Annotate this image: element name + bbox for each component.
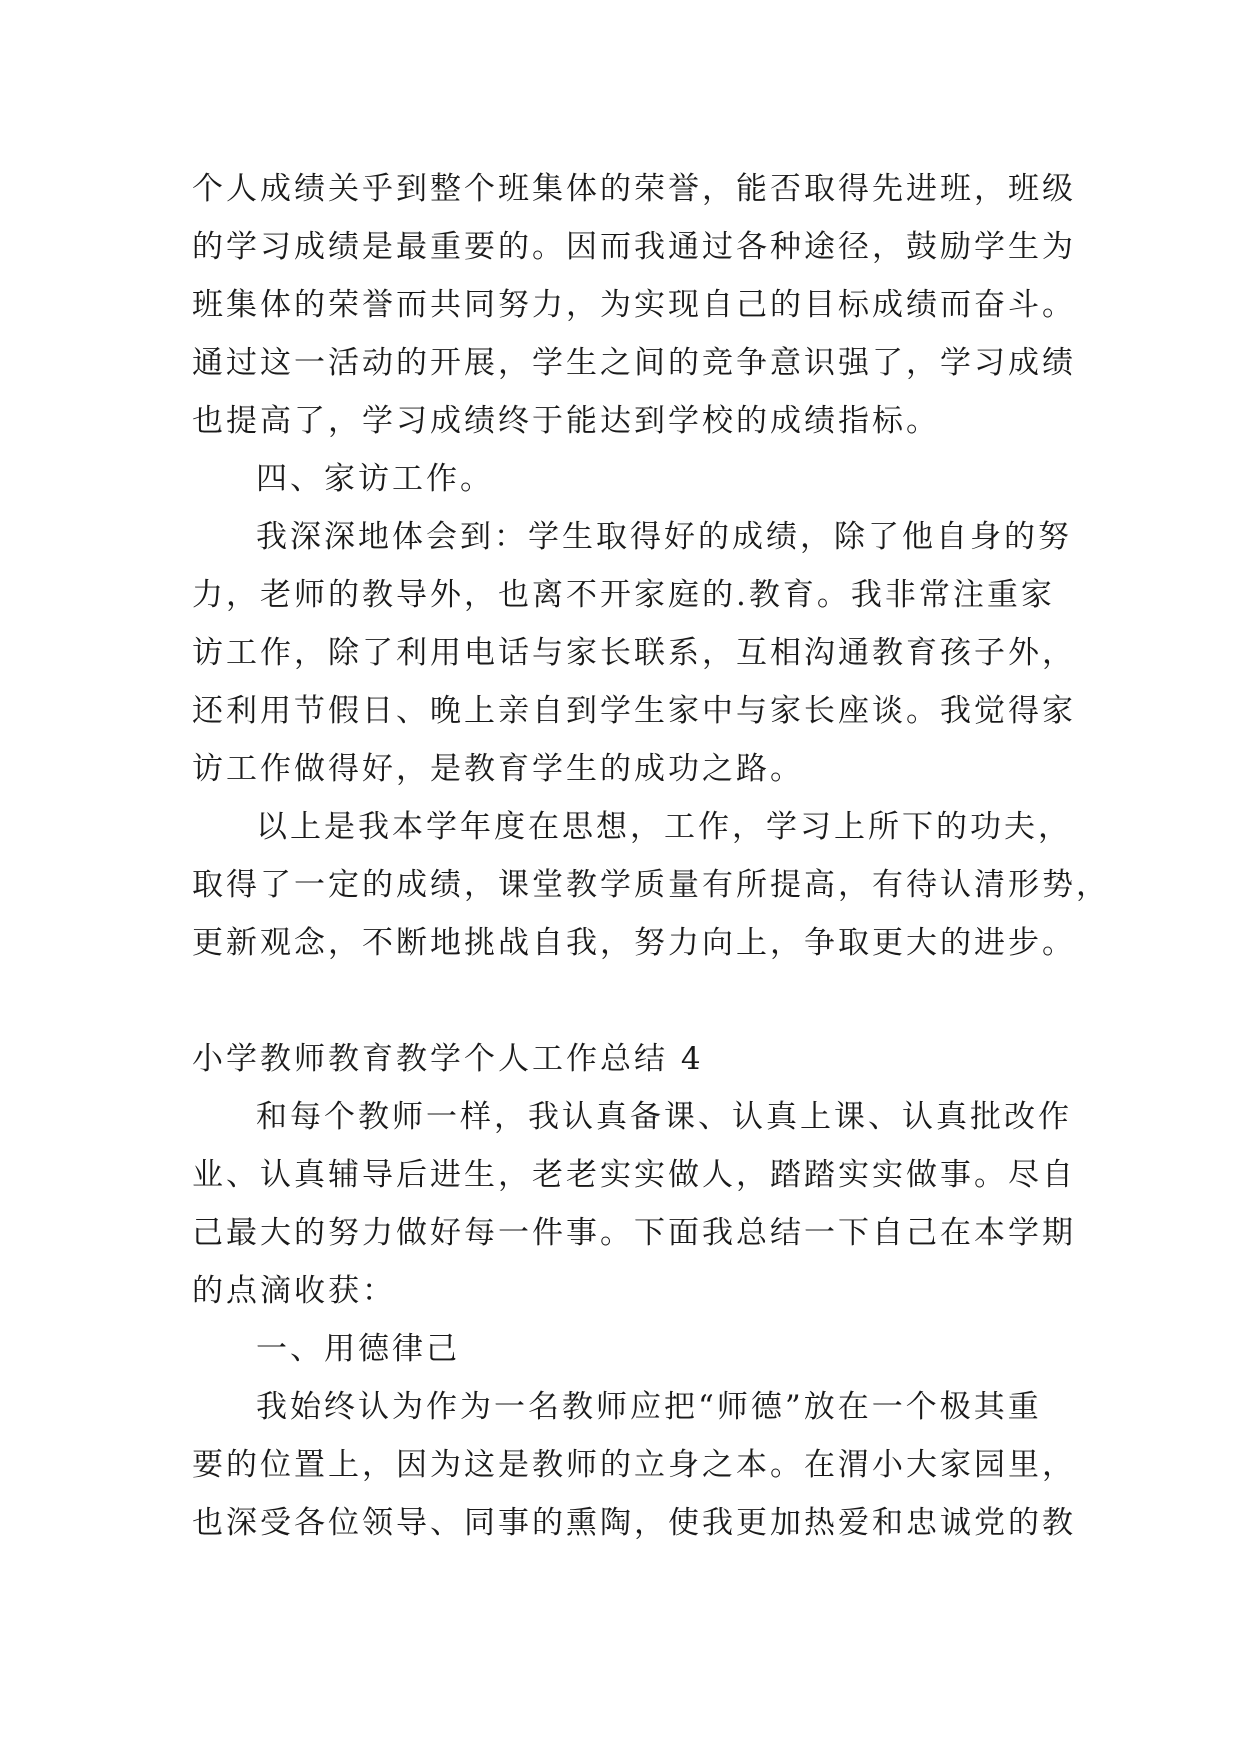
paragraph-line: 个人成绩关乎到整个班集体的荣誉，能否取得先进班，班级 — [192, 171, 1076, 207]
paragraph-line: 班集体的荣誉而共同努力，为实现自己的目标成绩而奋斗。 — [192, 287, 1076, 323]
paragraph-line: 更新观念，不断地挑战自我，努力向上，争取更大的进步。 — [192, 925, 1076, 961]
document-body — [192, 160, 1110, 1552]
paragraph-line: 以上是我本学年度在思想，工作，学习上所下的功夫， — [256, 809, 1072, 845]
paragraph-line: 我始终认为作为一名教师应把“师德”放在一个极其重 — [256, 1389, 1042, 1425]
paragraph-line: 取得了一定的成绩，课堂教学质量有所提高，有待认清形势， — [192, 867, 1110, 903]
paragraph-line: 也深受各位领导、同事的熏陶，使我更加热爱和忠诚党的教 — [192, 1505, 1076, 1541]
document-section-title: 小学教师教育教学个人工作总结 4 — [192, 1041, 704, 1077]
paragraph-line: 的点滴收获： — [192, 1273, 396, 1309]
blank-line — [192, 972, 1072, 1030]
paragraph-line: 也提高了，学习成绩终于能达到学校的成绩指标。 — [192, 403, 940, 439]
paragraph-line: 己最大的努力做好每一件事。下面我总结一下自己在本学期 — [192, 1215, 1076, 1251]
paragraph-line: 我深深地体会到：学生取得好的成绩，除了他自身的努 — [256, 519, 1072, 555]
paragraph-line: 访工作做得好，是教育学生的成功之路。 — [192, 751, 804, 787]
section-heading-morality: 一、用德律己 — [256, 1331, 460, 1367]
paragraph-line: 业、认真辅导后进生，老老实实做人，踏踏实实做事。尽自 — [192, 1157, 1076, 1193]
paragraph-line: 还利用节假日、晚上亲自到学生家中与家长座谈。我觉得家 — [192, 693, 1076, 729]
paragraph-line: 力，老师的教导外，也离不开家庭的.教育。我非常注重家 — [192, 577, 1055, 613]
paragraph-line: 访工作，除了利用电话与家长联系，互相沟通教育孩子外， — [192, 635, 1076, 671]
paragraph-line: 通过这一活动的开展，学生之间的竞争意识强了，学习成绩 — [192, 345, 1076, 381]
paragraph-line: 的学习成绩是最重要的。因而我通过各种途径，鼓励学生为 — [192, 229, 1076, 265]
paragraph-line: 要的位置上，因为这是教师的立身之本。在渭小大家园里， — [192, 1447, 1076, 1483]
paragraph-line: 和每个教师一样，我认真备课、认真上课、认真批改作 — [256, 1099, 1072, 1135]
section-heading-family-visits: 四、家访工作。 — [256, 461, 494, 497]
